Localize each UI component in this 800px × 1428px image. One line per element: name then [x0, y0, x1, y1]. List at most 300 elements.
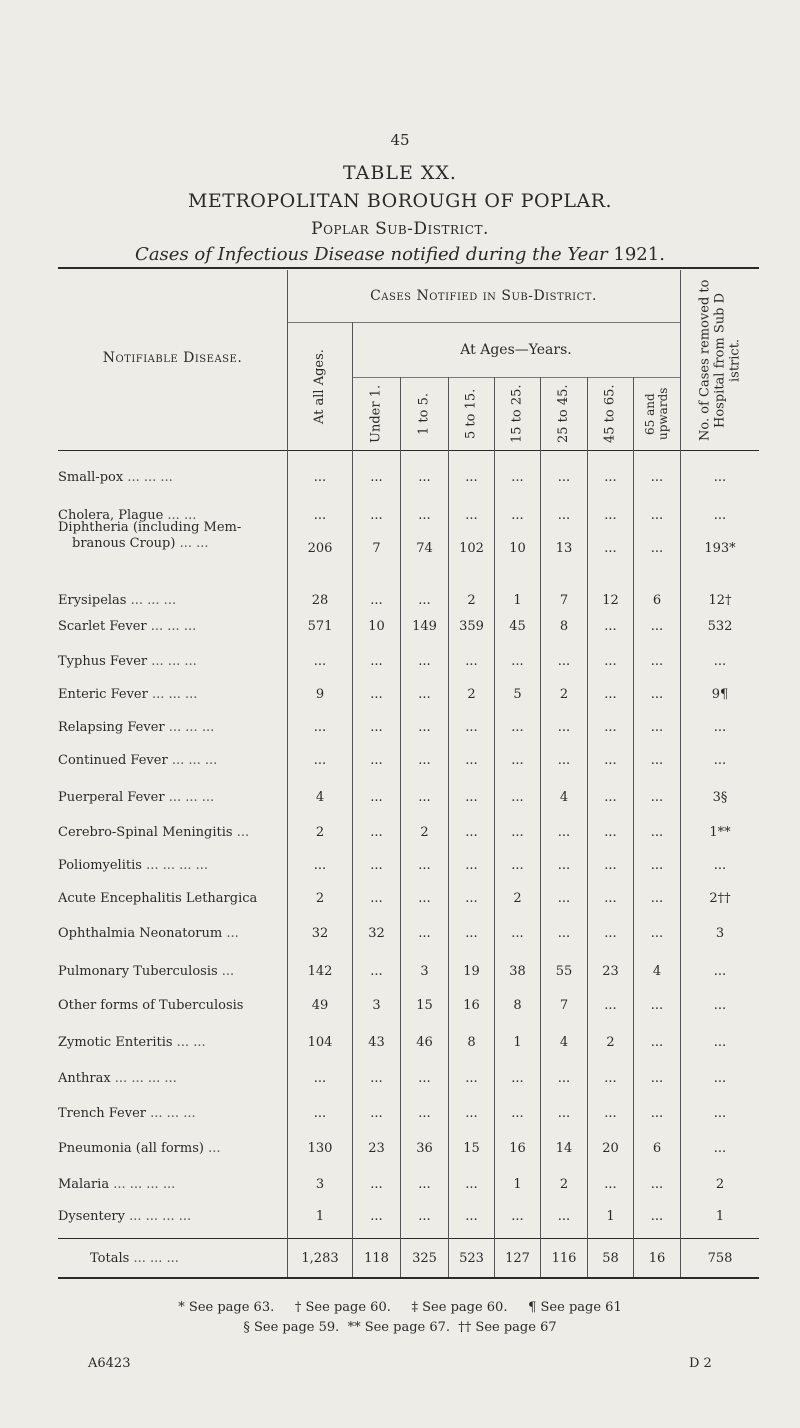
table-cell: ... [557, 825, 571, 840]
disease-name [58, 520, 286, 552]
table-cell: ... [604, 998, 617, 1013]
table-cell: 3 [372, 998, 381, 1013]
table-cell: 13 [555, 541, 573, 556]
table-cell: ... [713, 858, 727, 873]
table-cell: 7 [372, 541, 381, 556]
table-cell: 2 [420, 825, 429, 840]
header-age-5-to-15: 5 to 15. [463, 388, 479, 440]
table-cell: 6 [652, 593, 662, 608]
table-cell: ... [650, 790, 664, 805]
table-cell: ... [418, 1106, 431, 1121]
table-cell: 32 [368, 926, 385, 941]
table-cell: 2 [715, 1177, 725, 1192]
table-cell: ... [557, 926, 571, 941]
table-cell: ... [604, 1106, 617, 1121]
disease-name-text: Enteric Fever [58, 687, 148, 702]
table-cell: ... [604, 891, 617, 906]
page-number: 45 [390, 131, 410, 149]
table-cell: 55 [555, 964, 573, 979]
table-row [58, 750, 758, 772]
disease-name [58, 1141, 286, 1157]
leader-dots: ... ... ... [127, 470, 173, 485]
table-cell: 571 [307, 619, 333, 634]
table-cell: 1 [513, 1177, 522, 1192]
table-cell: ... [465, 508, 478, 523]
table-cell: ... [650, 1177, 664, 1192]
table-row [58, 616, 758, 638]
table-cell: 325 [412, 1251, 437, 1266]
table-cell: ... [650, 1209, 664, 1224]
leader-dots: ... ... ... [168, 720, 215, 735]
table-row [58, 467, 758, 489]
table-cell: ... [604, 508, 617, 523]
table-cell: ... [370, 720, 383, 735]
disease-name-text: Relapsing Fever [58, 720, 165, 735]
table-cell: ... [511, 1106, 524, 1121]
header-at-ages-years: At Ages—Years. [460, 342, 572, 358]
disease-name [58, 687, 286, 703]
table-cell: 2†† [709, 891, 731, 906]
ages-rule [352, 377, 680, 378]
table-cell: ... [713, 1141, 727, 1156]
table-cell: ... [418, 790, 431, 805]
table-cell: 3§ [712, 790, 728, 805]
table-cell: 3 [715, 926, 725, 941]
print-code: A6423 [88, 1356, 131, 1371]
disease-name-line-2 [58, 536, 286, 552]
table-cell: ... [650, 858, 664, 873]
table-cell: ... [465, 1071, 478, 1086]
table-cell: ... [650, 891, 664, 906]
table-cell: ... [650, 1071, 664, 1086]
table-cell: ... [713, 1106, 727, 1121]
header-removed-to-hospital: No. of Cases removed to Hospital from Sub D istrict. [697, 279, 743, 441]
table-cell: ... [313, 470, 327, 485]
table-row [58, 787, 758, 809]
table-cell: ... [604, 654, 617, 669]
table-cell: 130 [307, 1141, 333, 1156]
disease-name [58, 926, 286, 942]
table-cell: ... [418, 687, 431, 702]
table-cell: ... [557, 1071, 571, 1086]
table-cell: ... [313, 753, 327, 768]
table-cell: ... [511, 790, 524, 805]
table-cell: 20 [602, 1141, 619, 1156]
table-cell: ... [557, 470, 571, 485]
table-cell: ... [418, 470, 431, 485]
table-cell: ... [511, 926, 524, 941]
disease-name-text: Malaria [58, 1177, 110, 1192]
table-cell: 9 [315, 687, 325, 702]
table-cell: ... [418, 1177, 431, 1192]
table-cell: 46 [416, 1035, 433, 1050]
table-cell: ... [557, 508, 571, 523]
table-cell: ... [465, 825, 478, 840]
footnotes-line-1: * See page 63. † See page 60. ‡ See page 60. ¶ See page 61 [178, 1300, 622, 1315]
table-cell: ... [370, 654, 383, 669]
disease-name-text: Dysentery [58, 1209, 125, 1224]
table-cell: ... [313, 720, 327, 735]
table-cell: ... [418, 858, 431, 873]
table-cell: 2 [559, 1177, 569, 1192]
leader-dots: ... ... ... [130, 593, 177, 608]
table-cell: 3 [315, 1177, 325, 1192]
table-cell: ... [370, 1209, 383, 1224]
table-row [58, 1032, 758, 1054]
table-cell: ... [557, 1106, 571, 1121]
table-cell: ... [418, 508, 431, 523]
table-cell: ... [604, 541, 617, 556]
disease-name-text: Small-pox [58, 470, 124, 485]
table-cell: 2 [559, 687, 569, 702]
table-cell: 127 [505, 1251, 530, 1266]
caption-text: Cases of Infectious Disease notified during the Year [135, 244, 608, 265]
disease-name-text: Pulmonary Tuberculosis [58, 964, 218, 979]
disease-name-text: Other forms of Tuberculosis [58, 998, 244, 1013]
table-cell: ... [713, 964, 727, 979]
disease-name-text: Zymotic Enteritis [58, 1035, 173, 1050]
table-cell: 58 [602, 1251, 619, 1266]
leader-dots: ... ... [167, 508, 197, 523]
table-cell: 1** [709, 825, 731, 840]
table-cell: ... [418, 593, 431, 608]
table-cell: ... [604, 926, 617, 941]
leader-dots: ... [221, 964, 235, 979]
table-cell: ... [418, 1209, 431, 1224]
table-cell: 16 [509, 1141, 526, 1156]
table-cell: ... [313, 1071, 327, 1086]
table-cell: ... [713, 470, 727, 485]
disease-name [58, 470, 286, 486]
table-cell: ... [465, 753, 478, 768]
table-cell: ... [557, 858, 571, 873]
table-cell: ... [465, 926, 478, 941]
table-cell: ... [650, 926, 664, 941]
table-cell: ... [511, 858, 524, 873]
table-cell: ... [418, 720, 431, 735]
table-cell: ... [418, 891, 431, 906]
table-row [58, 1068, 758, 1090]
leader-dots: ... ... ... [151, 687, 198, 702]
disease-name [58, 1071, 286, 1087]
disease-name [58, 1035, 286, 1051]
table-row [58, 1103, 758, 1125]
signature-mark: D 2 [689, 1356, 712, 1371]
table-cell: ... [650, 470, 664, 485]
table-cell: ... [465, 1106, 478, 1121]
table-cell: ... [604, 1071, 617, 1086]
table-cell: ... [465, 720, 478, 735]
table-cell: ... [511, 1209, 524, 1224]
table-cell: ... [313, 1106, 327, 1121]
group-rule [287, 322, 680, 323]
table-cell: ... [713, 998, 727, 1013]
table-cell: ... [650, 687, 664, 702]
table-cell: 10 [509, 541, 526, 556]
disease-name-text: Pneumonia (all forms) [58, 1141, 204, 1156]
disease-name [58, 790, 286, 806]
table-cell: ... [465, 858, 478, 873]
caption-year: 1921. [613, 244, 665, 265]
disease-name-text: branous Croup) [72, 536, 176, 551]
table-row [58, 717, 758, 739]
leader-dots: ... ... ... [133, 1251, 179, 1266]
table-cell: 2 [315, 825, 325, 840]
table-cell: ... [650, 619, 664, 634]
disease-name [58, 1177, 286, 1193]
disease-name [58, 619, 286, 635]
totals-top-rule [58, 1238, 759, 1239]
table-cell: ... [511, 1071, 524, 1086]
table-cell: ... [650, 508, 664, 523]
table-cell: 758 [707, 1251, 733, 1266]
table-cell: 7 [559, 593, 569, 608]
disease-name-text: Cholera, Plague [58, 508, 164, 523]
header-age-65-upwards: 65 and upwards [643, 387, 670, 441]
disease-name-text: Ophthalmia Neonatorum [58, 926, 223, 941]
table-row [58, 651, 758, 673]
table-cell: ... [650, 825, 664, 840]
table-cell: 14 [555, 1141, 573, 1156]
table-cell: 116 [551, 1251, 577, 1266]
table-cell: 2 [513, 891, 522, 906]
table-cell: ... [418, 926, 431, 941]
table-cell: 193* [704, 541, 736, 556]
table-cell: 2 [606, 1035, 615, 1050]
table-cell: ... [604, 619, 617, 634]
leader-dots: ... ... [179, 536, 209, 551]
disease-name-text: Typhus Fever [58, 654, 148, 669]
table-cell: 36 [416, 1141, 433, 1156]
table-cell: ... [650, 720, 664, 735]
table-cell: ... [650, 753, 664, 768]
leader-dots: ... [208, 1141, 221, 1156]
table-cell: ... [557, 1209, 571, 1224]
table-row [58, 923, 758, 945]
table-cell: ... [713, 1035, 727, 1050]
table-cell: ... [418, 654, 431, 669]
disease-name-text: Cerebro-Spinal Meningitis [58, 825, 233, 840]
table-cell: ... [604, 753, 617, 768]
table-cell: 23 [368, 1141, 385, 1156]
table-cell: 19 [463, 964, 480, 979]
table-cell: ... [370, 1071, 383, 1086]
table-cell: ... [370, 1177, 383, 1192]
header-age-under-1: Under 1. [368, 384, 384, 444]
table-cell: 1 [513, 1035, 522, 1050]
table-bottom-rule [58, 1277, 759, 1279]
table-cell: ... [370, 1106, 383, 1121]
table-cell: ... [604, 470, 617, 485]
table-row [58, 961, 758, 983]
leader-dots: ... ... ... [150, 1106, 196, 1121]
table-cell: 206 [307, 541, 333, 556]
leader-dots: ... [236, 825, 250, 840]
disease-name [58, 654, 286, 670]
table-cell: 523 [459, 1251, 484, 1266]
leader-dots: ... ... ... ... [114, 1071, 177, 1086]
table-cell: ... [511, 825, 524, 840]
table-cell: 12 [602, 593, 619, 608]
table-row [58, 1138, 758, 1160]
table-cell: ... [557, 891, 571, 906]
header-age-45-to-65: 45 to 65. [602, 384, 618, 444]
disease-name-text: Totals [90, 1251, 130, 1266]
table-row [58, 590, 758, 612]
leader-dots: ... ... ... ... [146, 858, 209, 873]
table-cell: ... [511, 654, 524, 669]
table-cell: 102 [459, 541, 484, 556]
disease-name [58, 720, 286, 736]
table-cell: 4 [315, 790, 325, 805]
leader-dots: ... ... ... [150, 619, 197, 634]
table-cell: 28 [311, 593, 329, 608]
table-cell: 1 [513, 593, 522, 608]
table-cell: ... [713, 1071, 727, 1086]
table-cell: ... [511, 508, 524, 523]
table-caption [0, 244, 800, 265]
table-cell: ... [604, 858, 617, 873]
table-row [58, 822, 758, 844]
disease-name [58, 858, 286, 874]
table-cell: ... [465, 1177, 478, 1192]
disease-name [58, 891, 286, 907]
table-row [58, 1206, 758, 1228]
table-cell: 104 [307, 1035, 333, 1050]
table-cell: 1,283 [301, 1251, 339, 1266]
header-age-25-to-45: 25 to 45. [556, 384, 571, 444]
table-cell: 32 [311, 926, 329, 941]
table-cell: ... [370, 508, 383, 523]
table-cell: ... [650, 541, 664, 556]
table-cell: 10 [368, 619, 385, 634]
table-cell: 118 [364, 1251, 389, 1266]
table-cell: 6 [652, 1141, 662, 1156]
table-cell: ... [313, 508, 327, 523]
table-cell: ... [370, 825, 383, 840]
disease-name-text: Scarlet Fever [58, 619, 147, 634]
table-cell: ... [313, 654, 327, 669]
table-row [58, 888, 758, 910]
leader-dots: ... ... ... [171, 753, 218, 768]
table-cell: 8 [513, 998, 522, 1013]
table-cell: 142 [307, 964, 333, 979]
table-cell: 74 [416, 541, 433, 556]
table-cell: ... [370, 593, 383, 608]
disease-name [58, 753, 286, 769]
table-cell: 12† [708, 593, 732, 608]
table-cell: ... [370, 964, 383, 979]
leader-dots: ... ... ... ... [113, 1177, 176, 1192]
table-cell: ... [650, 654, 664, 669]
table-cell: 15 [463, 1141, 480, 1156]
table-cell: ... [418, 753, 431, 768]
table-cell: 38 [509, 964, 526, 979]
table-cell: 8 [467, 1035, 476, 1050]
leader-dots: ... ... [176, 1035, 206, 1050]
table-cell: 4 [652, 964, 662, 979]
totals-row [58, 1248, 758, 1270]
disease-name [58, 998, 286, 1014]
table-cell: ... [511, 753, 524, 768]
table-cell: 45 [509, 619, 526, 634]
header-disease: Notifiable Disease. [102, 350, 243, 366]
disease-name [58, 1106, 286, 1122]
table-row [58, 995, 758, 1017]
table-row [58, 855, 758, 877]
disease-name [58, 593, 286, 609]
table-cell: 23 [602, 964, 619, 979]
table-cell: ... [557, 720, 571, 735]
table-cell: 149 [412, 619, 437, 634]
table-cell: 43 [368, 1035, 385, 1050]
table-row [58, 684, 758, 706]
disease-name-text: Anthrax [58, 1071, 111, 1086]
table-cell: ... [713, 654, 727, 669]
table-cell: 1 [315, 1209, 325, 1224]
table-top-rule [58, 267, 759, 269]
table-cell: ... [511, 470, 524, 485]
disease-name-text: Continued Fever [58, 753, 168, 768]
table-cell: ... [370, 858, 383, 873]
table-cell: 49 [311, 998, 329, 1013]
table-cell: 2 [467, 687, 476, 702]
subdistrict-title: Poplar Sub-District. [311, 219, 489, 239]
table-cell: ... [650, 1106, 664, 1121]
table-cell: ... [604, 720, 617, 735]
table-cell: ... [713, 720, 727, 735]
leader-dots: ... [226, 926, 239, 941]
table-row [58, 520, 758, 560]
table-cell: ... [465, 470, 478, 485]
totals-label [58, 1251, 318, 1267]
disease-name [58, 825, 286, 841]
table-cell: ... [370, 687, 383, 702]
table-cell: ... [713, 753, 727, 768]
table-cell: ... [650, 1035, 664, 1050]
disease-name-line-1: Diphtheria (including Mem- [58, 520, 242, 535]
table-cell: ... [650, 998, 664, 1013]
table-cell: ... [604, 687, 617, 702]
table-cell: 8 [559, 619, 569, 634]
table-cell: ... [465, 654, 478, 669]
header-cases-notified: Cases Notified in Sub-District. [370, 288, 597, 304]
table-cell: 4 [559, 790, 569, 805]
table-cell: ... [604, 1177, 617, 1192]
table-cell: 4 [559, 1035, 569, 1050]
table-cell: ... [370, 790, 383, 805]
table-cell: ... [604, 825, 617, 840]
table-cell: ... [557, 753, 571, 768]
table-cell: 1 [606, 1209, 615, 1224]
table-cell: ... [465, 1209, 478, 1224]
borough-title: METROPOLITAN BOROUGH OF POPLAR. [187, 190, 613, 212]
table-cell: 9¶ [711, 687, 729, 702]
table-cell: 1 [715, 1209, 725, 1224]
table-cell: 3 [420, 964, 429, 979]
table-cell: 7 [559, 998, 569, 1013]
table-cell: ... [370, 753, 383, 768]
table-row [58, 1174, 758, 1196]
table-cell: 16 [463, 998, 480, 1013]
disease-name-text: Puerperal Fever [58, 790, 165, 805]
footnotes-line-2: § See page 59. ** See page 67. †† See page 67 [243, 1320, 557, 1335]
table-cell: ... [313, 858, 327, 873]
table-cell: 16 [648, 1251, 666, 1266]
table-title: TABLE XX. [343, 162, 457, 184]
header-at-all-ages: At all Ages. [312, 349, 327, 424]
header-age-1-to-5: 1 to 5. [416, 393, 432, 435]
